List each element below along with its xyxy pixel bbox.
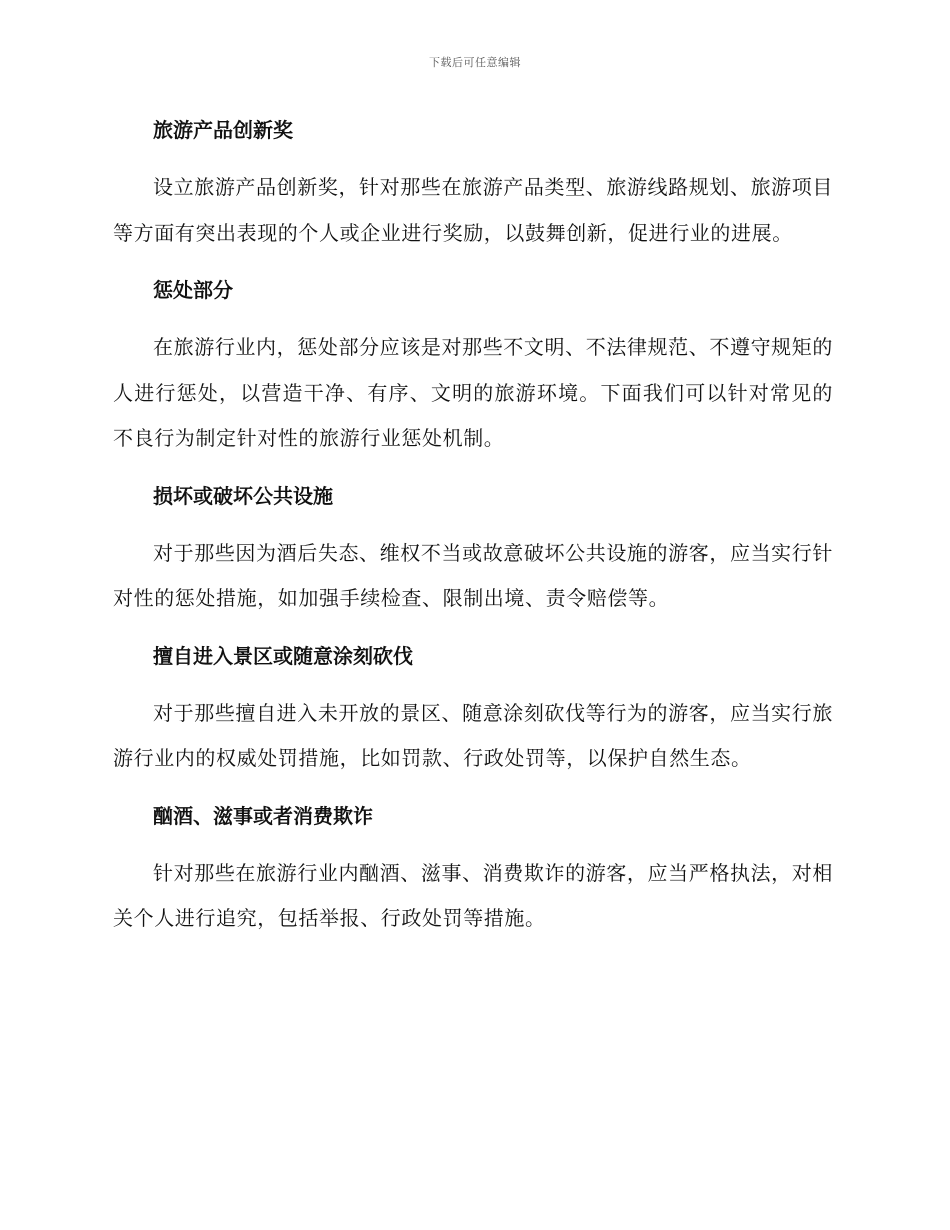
section-heading: 损坏或破坏公共设施 (153, 483, 333, 508)
section-heading: 惩处部分 (153, 278, 233, 302)
section-paragraph: 设立旅游产品创新奖，针对那些在旅游产品类型、旅游线路规划、旅游项目等方面有突出表现的个人或企业进行奖励，以鼓舞创新，促进行业的进展。 (113, 175, 833, 245)
section-penalty (113, 268, 833, 462)
section-paragraph: 针对那些在旅游行业内酗酒、滋事、消费欺诈的游客，应当严格执法，对相关个人进行追究，包括举报、行政处罚等措施。 (113, 860, 833, 930)
page-header: 下载后可任意编辑 (429, 56, 521, 69)
section-heading: 酗酒、滋事或者消费欺诈 (153, 803, 373, 828)
section-damage-public-facilities (113, 474, 833, 622)
document-body (113, 108, 833, 954)
section-paragraph: 对于那些因为酒后失态、维权不当或故意破坏公共设施的游客，应当实行针对性的惩处措施，如加强手续检查、限制出境、责令赔偿等。 (113, 540, 833, 610)
section-paragraph: 对于那些擅自进入未开放的景区、随意涂刻砍伐等行为的游客，应当实行旅游行业内的权威处罚措施，比如罚款、行政处罚等，以保护自然生态。 (113, 700, 833, 770)
section-heading: 旅游产品创新奖 (153, 118, 293, 142)
section-product-innovation-award (113, 108, 833, 256)
section-paragraph: 在旅游行业内，惩处部分应该是对那些不文明、不法律规范、不遵守规矩的人进行惩处，以营造干净、有序、文明的旅游环境。下面我们可以针对常见的不良行为制定针对性的旅游行业惩处机制。 (113, 335, 833, 450)
section-unauthorized-entry (113, 634, 833, 782)
section-drunkenness-fraud (113, 794, 833, 942)
section-heading: 擅自进入景区或随意涂刻砍伐 (153, 643, 413, 668)
